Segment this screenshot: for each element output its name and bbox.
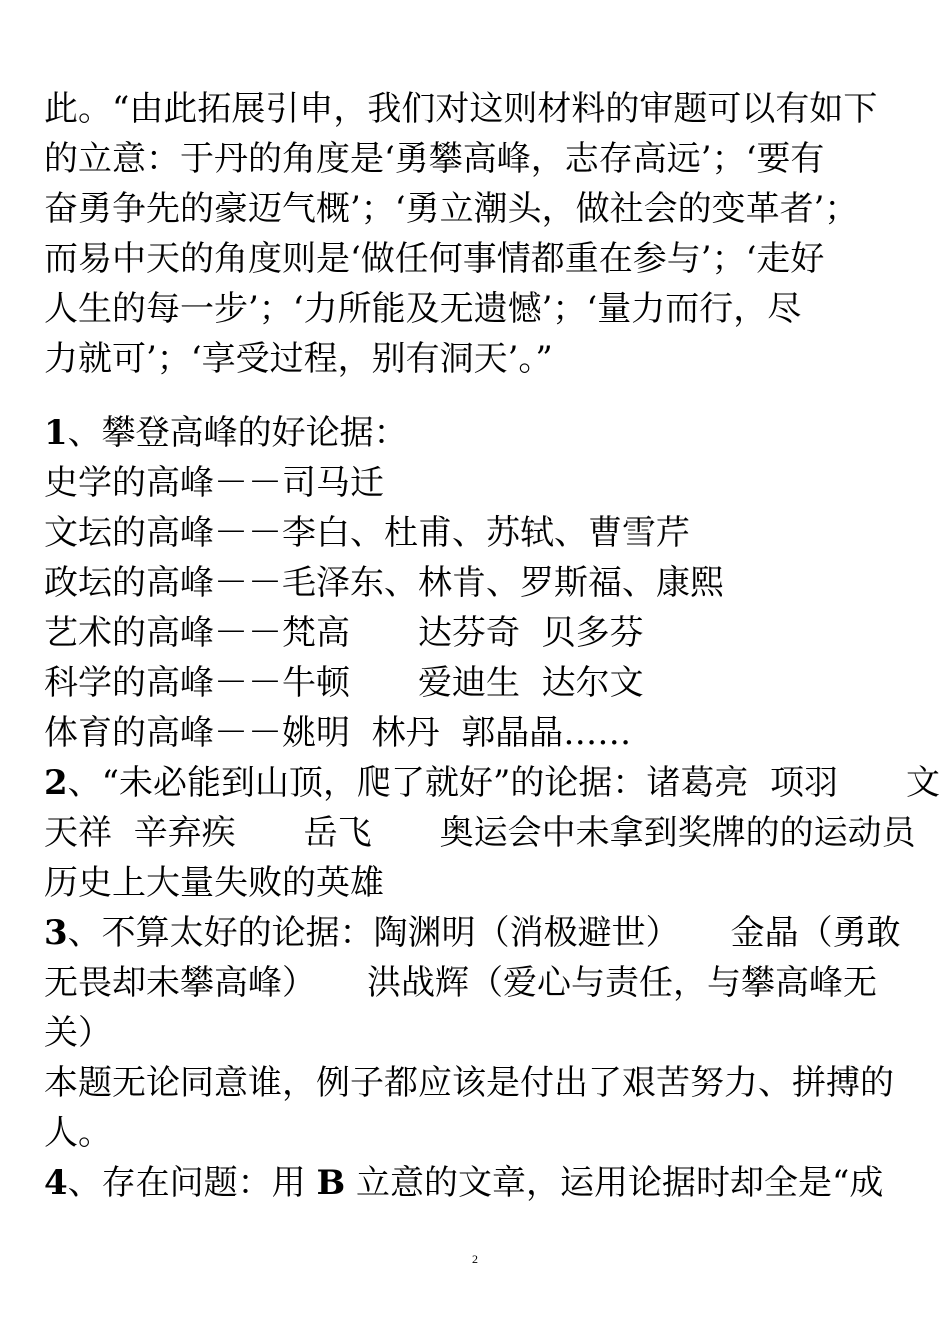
section-number: 4	[44, 1163, 68, 1203]
text-line: 政坛的高峰－－毛泽东、林肯、罗斯福、康熙	[44, 563, 724, 603]
section-heading	[44, 408, 920, 458]
paragraph-spacer	[44, 384, 920, 408]
text-line: 而易中天的角度则是‘做任何事情都重在参与’；‘走好	[44, 239, 825, 279]
section-text-post: 立意的文章，运用论据时却全是“成	[345, 1163, 884, 1203]
text-line: 史学的高峰－－司马迁	[44, 463, 384, 503]
text-line: 此。“由此拓展引申，我们对这则材料的审题可以有如下	[44, 89, 878, 129]
text-line: 体育的高峰－－姚明 林丹 郭晶晶……	[44, 713, 632, 753]
page-number: 2	[472, 1252, 478, 1266]
section-heading	[44, 908, 920, 958]
text-line: 力就可’；‘享受过程，别有洞天’。”	[44, 339, 553, 379]
text-line: 人。	[44, 1113, 112, 1153]
section-2	[44, 758, 941, 908]
section-1	[44, 408, 920, 758]
text-line: 奋勇争先的豪迈气概’；‘勇立潮头，做社会的变革者’；	[44, 189, 859, 229]
text-line: 艺术的高峰－－梵高 达芬奇 贝多芬	[44, 613, 644, 653]
text-line: 的立意：于丹的角度是‘勇攀高峰，志存高远’；‘要有	[44, 139, 825, 179]
section-3	[44, 908, 920, 1158]
text-line: 关）	[44, 1013, 112, 1053]
section-number: 1	[44, 413, 68, 453]
text-line: 无畏却未攀高峰） 洪战辉（爱心与责任，与攀高峰无	[44, 963, 877, 1003]
text-line: 科学的高峰－－牛顿 爱迪生 达尔文	[44, 663, 644, 703]
section-number: 2	[44, 763, 68, 803]
section-4	[44, 1158, 920, 1208]
text-line: 历史上大量失败的英雄	[44, 863, 384, 903]
section-heading	[44, 1158, 920, 1208]
section-heading	[44, 758, 941, 808]
text-line: 文坛的高峰－－李白、杜甫、苏轼、曹雪芹	[44, 513, 690, 553]
section-number: 3	[44, 913, 68, 953]
paragraph-intro	[44, 84, 920, 384]
section-title: 、“未必能到山顶，爬了就好”的论据：诸葛亮 项羽 文	[67, 763, 941, 803]
section-text-pre: 、存在问题：用	[67, 1163, 317, 1203]
section-text-bold: B	[316, 1163, 346, 1203]
document-body	[44, 84, 941, 1208]
text-line: 人生的每一步’；‘力所能及无遗憾’；‘量力而行，尽	[44, 289, 802, 329]
section-title: 、不算太好的论据：陶渊明（消极避世） 金晶（勇敢	[67, 913, 901, 953]
section-title: 、攀登高峰的好论据：	[67, 413, 408, 453]
text-line: 本题无论同意谁，例子都应该是付出了艰苦努力、拼搏的	[44, 1063, 894, 1103]
text-line: 天祥 辛弃疾 岳飞 奥运会中未拿到奖牌的的运动员	[44, 813, 916, 853]
